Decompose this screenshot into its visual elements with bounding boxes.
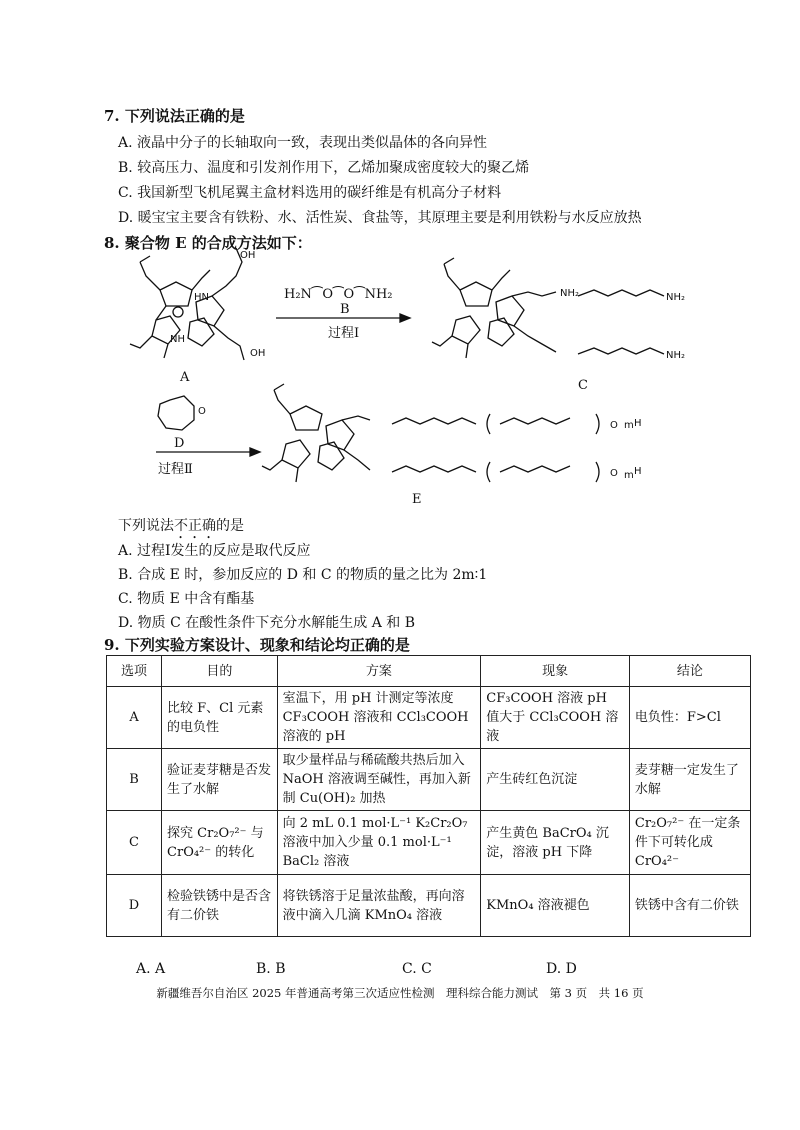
process-1-label: 过程Ⅰ <box>328 326 360 341</box>
header-plan: 方案 <box>277 656 481 687</box>
oh-e1: O <box>610 420 618 431</box>
cell-option: A <box>107 687 162 749</box>
cell-conclusion: 电负性：F>Cl <box>629 687 750 749</box>
nh2-label-c3: NH₂ <box>666 350 686 361</box>
header-purpose: 目的 <box>162 656 278 687</box>
cell-phenomenon: KMnO₄ 溶液褪色 <box>481 875 630 937</box>
nh-label-a: NH <box>170 334 185 345</box>
cell-purpose: 比较 F、Cl 元素的电负性 <box>162 687 278 749</box>
cell-phenomenon: 产生黄色 BaCrO₄ 沉淀，溶液 pH 下降 <box>481 811 630 875</box>
label-a: A <box>180 370 190 385</box>
q8-stem: 8. 聚合物 E 的合成方法如下： <box>104 234 312 252</box>
header-conclusion: 结论 <box>629 656 750 687</box>
header-phenomenon: 现象 <box>481 656 630 687</box>
q8-option-c: C. 物质 E 中含有酯基 <box>118 591 255 607</box>
h-e1: H <box>634 418 642 429</box>
compound-c-structure <box>432 258 664 358</box>
label-d: D <box>174 436 185 451</box>
oh-e2: O <box>610 468 618 479</box>
label-c: C <box>578 378 588 393</box>
label-e: E <box>412 492 422 507</box>
hn-label-a: HN <box>194 292 209 303</box>
oh-label-a: OH <box>240 250 256 261</box>
q7-stem: 7. 下列说法正确的是 <box>104 107 245 125</box>
cell-conclusion: Cr₂O₇²⁻ 在一定条件下可转化成 CrO₄²⁻ <box>629 811 750 875</box>
table-row <box>107 875 751 937</box>
table-row <box>107 687 751 749</box>
q9-answer-c: C. C <box>402 961 432 977</box>
q9-stem: 9. 下列实验方案设计、现象和结论均正确的是 <box>104 636 410 654</box>
cell-phenomenon: CF₃COOH 溶液 pH 值大于 CCl₃COOH 溶液 <box>481 687 630 749</box>
cell-plan: 取少量样品与稀硫酸共热后加入 NaOH 溶液调至碱性，再加入新制 Cu(OH)₂ 加热 <box>277 749 481 811</box>
reagent-b: H₂N⁀O⁀O⁀NH₂ <box>284 287 393 302</box>
nh2-label-c2: NH₂ <box>666 292 686 303</box>
header-option: 选项 <box>107 656 162 687</box>
q9-answer-d: D. D <box>546 961 577 977</box>
q7-option-c: C. 我国新型飞机尾翼主盒材料选用的碳纤维是有机高分子材料 <box>118 185 502 201</box>
cell-option: D <box>107 875 162 937</box>
page-footer: 新疆维吾尔自治区 2025 年普通高考第三次适应性检测 理科综合能力测试 第 3 页 共 16 页 <box>156 986 644 1000</box>
cell-purpose: 探究 Cr₂O₇²⁻ 与 CrO₄²⁻ 的转化 <box>162 811 278 875</box>
cell-conclusion: 麦芽糖一定发生了水解 <box>629 749 750 811</box>
nh2-label-c1: NH₂ <box>560 288 580 299</box>
q8-option-d: D. 物质 C 在酸性条件下充分水解能生成 A 和 B <box>118 615 415 631</box>
cell-conclusion: 铁锈中含有二价铁 <box>629 875 750 937</box>
q8-option-b: B. 合成 E 时，参加反应的 D 和 C 的物质的量之比为 2m∶1 <box>118 567 488 583</box>
cell-option: B <box>107 749 162 811</box>
cell-option: C <box>107 811 162 875</box>
process-2-label: 过程Ⅱ <box>158 462 193 477</box>
label-b: B <box>340 302 350 317</box>
table-header-row <box>107 656 751 687</box>
synthesis-scheme <box>0 0 800 520</box>
q7-option-d: D. 暖宝宝主要含有铁粉、水、活性炭、食盐等，其原理主要是利用铁粉与水反应放热 <box>118 210 642 226</box>
q7-option-b: B. 较高压力、温度和引发剂作用下，乙烯加聚成密度较大的聚乙烯 <box>118 160 530 176</box>
cell-purpose: 检验铁锈中是否含有二价铁 <box>162 875 278 937</box>
cell-purpose: 验证麦芽糖是否发生了水解 <box>162 749 278 811</box>
compound-a-structure <box>130 248 244 360</box>
m-e2: m <box>624 470 634 481</box>
cell-plan: 室温下，用 pH 计测定等浓度 CF₃COOH 溶液和 CCl₃COOH 溶液的 pH <box>277 687 481 749</box>
q8-subquestion: 下列说法不正确的是 <box>118 518 244 534</box>
cell-phenomenon: 产生砖红色沉淀 <box>481 749 630 811</box>
table-row <box>107 749 751 811</box>
q8-option-a: A. 过程Ⅰ发生的反应是取代反应 <box>118 543 311 559</box>
cell-plan: 向 2 mL 0.1 mol·L⁻¹ K₂Cr₂O₇ 溶液中加入少量 0.1 mol·L⁻¹ BaCl₂ 溶液 <box>277 811 481 875</box>
oh-label-a2: OH <box>250 348 266 359</box>
table-row <box>107 811 751 875</box>
compound-d-structure <box>158 396 194 430</box>
q9-answer-a: A. A <box>136 961 166 977</box>
compound-e-structure <box>262 384 599 482</box>
experiment-table <box>106 655 751 937</box>
m-e1: m <box>624 420 634 431</box>
q9-answer-b: B. B <box>256 961 286 977</box>
q7-option-a: A. 液晶中分子的长轴取向一致，表现出类似晶体的各向异性 <box>118 135 488 151</box>
cell-plan: 将铁锈溶于足量浓盐酸，再向溶液中滴入几滴 KMnO₄ 溶液 <box>277 875 481 937</box>
h-e2: H <box>634 466 642 477</box>
o-label-d: O <box>198 406 206 417</box>
